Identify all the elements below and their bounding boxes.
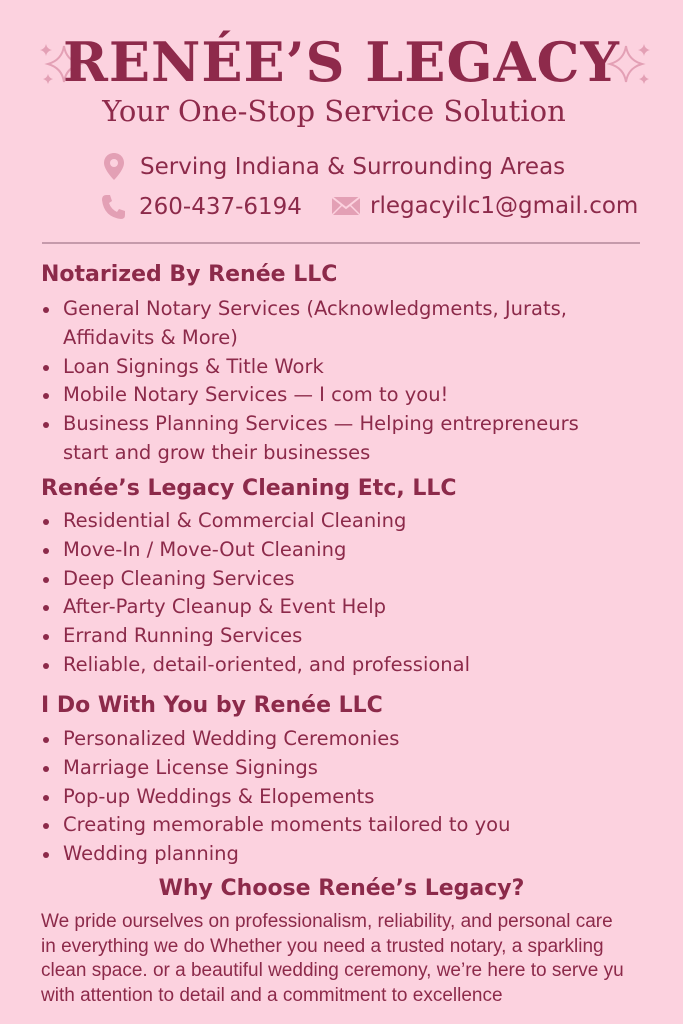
- envelope-icon: [331, 195, 361, 217]
- list-item: Creating memorable moments tailored to you: [40, 811, 660, 840]
- paragraph-line: in everything we do Whether you need a trusted notary, a sparkling: [41, 935, 604, 957]
- page-subtitle: Your One-Stop Service Solution: [102, 94, 566, 128]
- list-item: Marriage License Signings: [40, 754, 660, 783]
- list-item: General Notary Services (Acknowledgments, Jurats, Affidavits & More): [40, 295, 660, 353]
- section-title-cleaning: Renée’s Legacy Cleaning Etc, LLC: [41, 476, 457, 501]
- paragraph-line: with attention to detail and a commitment to excellence: [41, 984, 503, 1006]
- paragraph-line: clean space. or a beautiful wedding ceremony, we’re here to serve yu: [41, 960, 624, 981]
- list-item: Loan Signings & Title Work: [40, 353, 660, 382]
- location-text: Serving Indiana & Surrounding Areas: [140, 154, 566, 180]
- list-item: After-Party Cleanup & Event Help: [40, 593, 660, 622]
- list-item: Pop-up Weddings & Elopements: [40, 783, 660, 812]
- page-title: RENÉE’S LEGACY: [63, 30, 620, 94]
- why-choose-heading: Why Choose Renée’s Legacy?: [158, 876, 525, 901]
- phone-icon: [100, 193, 128, 221]
- list-item: Mobile Notary Services — I com to you!: [40, 381, 660, 410]
- section-title-wedding: I Do With You by Renée LLC: [41, 693, 383, 718]
- email-row: [331, 193, 638, 219]
- section-title-notary: Notarized By Renée LLC: [41, 262, 338, 287]
- wedding-services-list: [40, 725, 660, 869]
- why-choose-paragraph: [41, 910, 671, 1008]
- list-item: Wedding planning: [40, 840, 660, 869]
- paragraph-line: We pride ourselves on professionalism, reliability, and personal care: [41, 911, 613, 932]
- location-row: [102, 152, 565, 182]
- list-item: Errand Running Services: [40, 622, 660, 651]
- phone-row: [100, 193, 302, 221]
- email-address[interactable]: rlegacyilc1@gmail.com: [370, 193, 639, 219]
- list-item: Deep Cleaning Services: [40, 565, 660, 594]
- divider: [42, 242, 640, 244]
- phone-number[interactable]: 260-437-6194: [139, 194, 302, 220]
- list-item: Reliable, detail-oriented, and professional: [40, 651, 660, 680]
- list-item: Business Planning Services — Helping entrepreneurs start and grow their businesses: [40, 410, 660, 468]
- list-item: Personalized Wedding Ceremonies: [40, 725, 660, 754]
- notary-services-list: [40, 295, 660, 468]
- list-item: Residential & Commercial Cleaning: [40, 507, 660, 536]
- cleaning-services-list: [40, 507, 660, 680]
- location-pin-icon: [102, 152, 126, 182]
- list-item: Move-In / Move-Out Cleaning: [40, 536, 660, 565]
